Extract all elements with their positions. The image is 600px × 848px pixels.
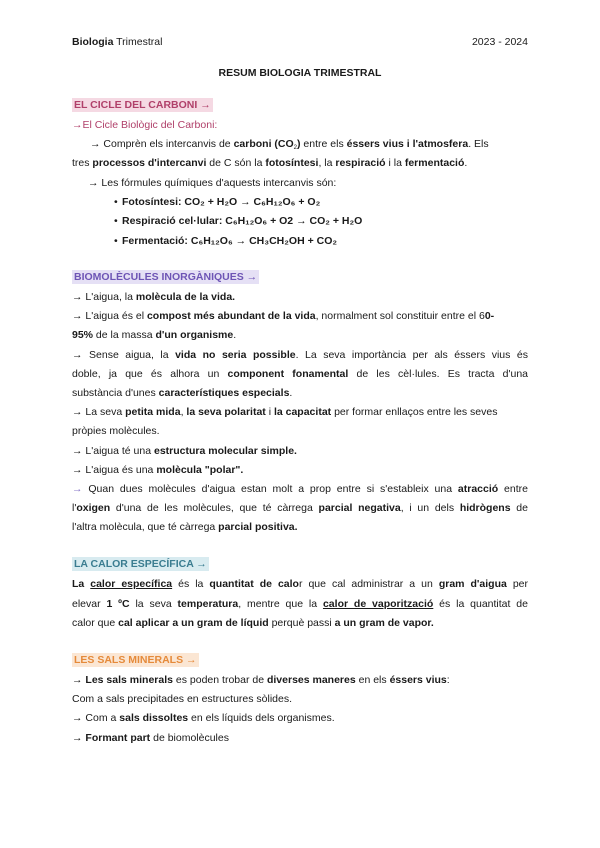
text-fragment: → Comprèn els intercanvis de: [90, 138, 234, 150]
text-fragment: estructura molecular simple.: [153, 445, 297, 457]
biomol-line-1: [72, 290, 528, 304]
text-fragment: molècula de la vida.: [135, 291, 236, 303]
text-fragment: vida no seria possible: [175, 349, 296, 361]
text-fragment: La: [72, 578, 91, 590]
text-fragment: és la: [172, 578, 210, 590]
text-fragment: calor de vaporització: [322, 598, 434, 610]
text-fragment: en els líquids dels organismes.: [188, 712, 335, 724]
calor-line-2: [72, 597, 528, 611]
text-fragment: calor específica: [90, 578, 173, 590]
bullet-icon: •: [114, 196, 118, 208]
text-fragment: parcial positiva.: [218, 521, 298, 533]
text-fragment: parcial negativa: [318, 502, 401, 514]
text-fragment: processos d'intercanvi: [92, 157, 207, 169]
bullet-icon: •: [114, 215, 118, 227]
text-fragment: d'un organisme: [155, 329, 234, 341]
text-fragment: perquè passi: [268, 617, 335, 629]
text-fragment: Quan dues molècules d'aigua estan molt a prop entre si s'estableix una: [82, 483, 458, 495]
text-fragment: calor que: [72, 617, 119, 629]
text-fragment: entre: [498, 483, 528, 495]
text-fragment: temperatura: [177, 598, 239, 610]
text-fragment: petita mida: [125, 406, 181, 418]
text-fragment: éssers vius i l'atmosfera: [346, 138, 469, 150]
text-fragment: fotosíntesi: [265, 157, 319, 169]
text-fragment: diverses maneres: [266, 674, 356, 686]
text-fragment: r que cal administrar a un: [298, 578, 439, 590]
text-fragment: fermentació: [404, 157, 465, 169]
text-fragment: característiques especials: [158, 387, 290, 399]
text-fragment: , i un dels: [400, 502, 460, 514]
header-year: 2023 - 2024: [471, 36, 528, 48]
text-fragment: Biologia: [72, 36, 114, 48]
text-fragment: éssers vius: [389, 674, 447, 686]
biomol-line-6: [72, 386, 528, 400]
text-fragment: l'altra molècula, que té càrrega: [72, 521, 219, 533]
text-fragment: EL CICLE DEL CARBONI →: [74, 99, 211, 111]
text-fragment: de la massa: [93, 329, 156, 341]
biomol-line-7: [72, 405, 528, 419]
text-fragment: de biomolècules: [150, 732, 229, 744]
text-fragment: sals dissoltes: [119, 712, 189, 724]
text-fragment: →: [72, 732, 86, 744]
text-fragment: Fotosíntesi:: [122, 196, 182, 208]
biomol-line-13: [72, 520, 528, 534]
text-fragment: 1 ºC: [106, 598, 130, 610]
document-title: RESUM BIOLOGIA TRIMESTRAL: [218, 67, 382, 79]
text-fragment: carboni (CO: [233, 138, 294, 150]
calor-line-3: [72, 616, 528, 630]
carboni-formulas-intro: → Les fórmules químiques d'aquests intercanvis són:: [88, 177, 337, 189]
text-fragment: .: [464, 157, 468, 169]
text-fragment: oxigen: [76, 502, 111, 514]
text-fragment: 95%: [72, 329, 94, 341]
biomol-line-8: pròpies molècules.: [72, 425, 160, 437]
calor-line-1: [72, 577, 528, 591]
text-fragment: molècula "polar".: [156, 464, 244, 476]
sals-line-4: [72, 731, 528, 745]
text-fragment: Trimestral: [113, 36, 163, 48]
text-fragment: per: [506, 578, 528, 590]
section-heading-calor: [72, 557, 528, 571]
formula-respiracio: [114, 214, 570, 228]
text-fragment: Formant part: [85, 732, 151, 744]
text-fragment: i: [265, 406, 274, 418]
text-fragment: .: [289, 387, 293, 399]
biomol-line-4: [72, 348, 528, 362]
text-fragment: LA CALOR ESPECÍFICA →: [74, 558, 207, 570]
text-fragment: C₆H₁₂O₆ + O2 → CO₂ + H₂O: [225, 215, 363, 227]
text-fragment: component fonamental: [227, 368, 349, 380]
page-header: [72, 36, 528, 50]
text-fragment: la seva polaritat: [186, 406, 266, 418]
text-fragment: gram d'aigua: [438, 578, 507, 590]
text-fragment: doble, ja que és alhora un: [72, 368, 228, 380]
text-fragment: per formar enllaços entre les seves: [331, 406, 498, 418]
text-fragment: , mentre que la: [238, 598, 323, 610]
text-fragment: LES SALS MINERALS →: [74, 654, 197, 666]
text-fragment: tres: [72, 157, 93, 169]
text-fragment: → Com a: [72, 712, 120, 724]
sals-line-2: Com a sals precipitades en estructures sòlides.: [72, 693, 293, 705]
text-fragment: entre els: [300, 138, 347, 150]
sals-line-3: [72, 711, 528, 725]
text-fragment: substància d'unes: [72, 387, 159, 399]
section-heading-carboni: [72, 98, 528, 112]
carboni-subheading: →El Cicle Biològic del Carboni:: [72, 119, 218, 131]
text-fragment: →: [72, 483, 83, 495]
text-fragment: , normalment sol constituir entre el 6: [315, 310, 485, 322]
text-fragment: → Sense aigua, la: [72, 349, 176, 361]
text-fragment: → L'aigua, la: [72, 291, 136, 303]
text-fragment: → L'aigua té una: [72, 445, 154, 457]
carboni-paragraph-line-1: → Comprèn els intercanvis de carboni $(CO_2)$ entre els éssers vius i l'atmosfera. Els: [90, 138, 489, 151]
text-fragment: de: [510, 502, 528, 514]
text-fragment: CO₂ + H₂O → C₆H₁₂O₆ + O₂: [184, 196, 321, 208]
biomol-line-10: [72, 463, 528, 477]
text-fragment: cal aplicar a un gram de líquid: [118, 617, 269, 629]
text-fragment: la capacitat: [273, 406, 332, 418]
text-fragment: la seva: [129, 598, 178, 610]
text-fragment: de les cèl·lules. Es tracta d'una: [348, 368, 528, 380]
text-fragment: , la: [318, 157, 336, 169]
biomol-line-11: [72, 482, 528, 496]
section-heading-sals: [72, 653, 528, 667]
text-fragment: .: [233, 329, 237, 341]
text-fragment: hidrògens: [459, 502, 511, 514]
text-fragment: atracció: [457, 483, 499, 495]
text-fragment: elevar: [72, 598, 107, 610]
text-fragment: i la: [385, 157, 405, 169]
biomol-line-5: [72, 367, 528, 381]
formula-fotosintesi: [114, 195, 570, 209]
text-fragment: en els: [355, 674, 390, 686]
section-heading-biomolecules: [72, 270, 528, 284]
text-fragment: → L'aigua és una: [72, 464, 157, 476]
bullet-icon: •: [114, 235, 118, 247]
text-fragment: compost més abundant de la vida: [146, 310, 316, 322]
text-fragment: 0-: [484, 310, 495, 322]
text-fragment: d'una de les molècules, que té càrrega: [110, 502, 319, 514]
biomol-line-3: [72, 328, 528, 342]
biomol-line-12: [72, 501, 528, 515]
header-subject: [72, 36, 162, 48]
carboni-paragraph-line-2: [72, 156, 528, 170]
text-fragment: es poden trobar de: [172, 674, 267, 686]
text-fragment: C₆H₁₂O₆ → CH₃CH₂OH + CO₂: [190, 235, 338, 247]
biomol-line-2: [72, 309, 528, 323]
text-fragment: → La seva: [72, 406, 126, 418]
text-fragment: respiració: [335, 157, 386, 169]
text-fragment: →: [72, 674, 86, 686]
text-fragment: Respiració cel·lular:: [122, 215, 223, 227]
text-fragment: :: [446, 674, 450, 686]
formula-fermentacio: [114, 234, 570, 248]
text-fragment: ): [297, 138, 301, 150]
text-fragment: → L'aigua és el: [72, 310, 147, 322]
text-fragment: quantitat de calo: [209, 578, 299, 590]
sals-line-1: [72, 673, 528, 687]
text-fragment: de C són la: [206, 157, 266, 169]
text-fragment: . Els: [468, 138, 489, 150]
text-fragment: és la quantitat de: [433, 598, 528, 610]
text-fragment: Les sals minerals: [85, 674, 173, 686]
text-fragment: ,: [180, 406, 187, 418]
text-fragment: . La seva importància per als éssers vius és: [295, 349, 528, 361]
text-fragment: BIOMOLÈCULES INORGÀNIQUES →: [74, 271, 258, 283]
text-fragment: a un gram de vapor.: [334, 617, 434, 629]
biomol-line-9: [72, 444, 528, 458]
text-fragment: l': [72, 502, 77, 514]
text-fragment: Fermentació:: [122, 235, 188, 247]
